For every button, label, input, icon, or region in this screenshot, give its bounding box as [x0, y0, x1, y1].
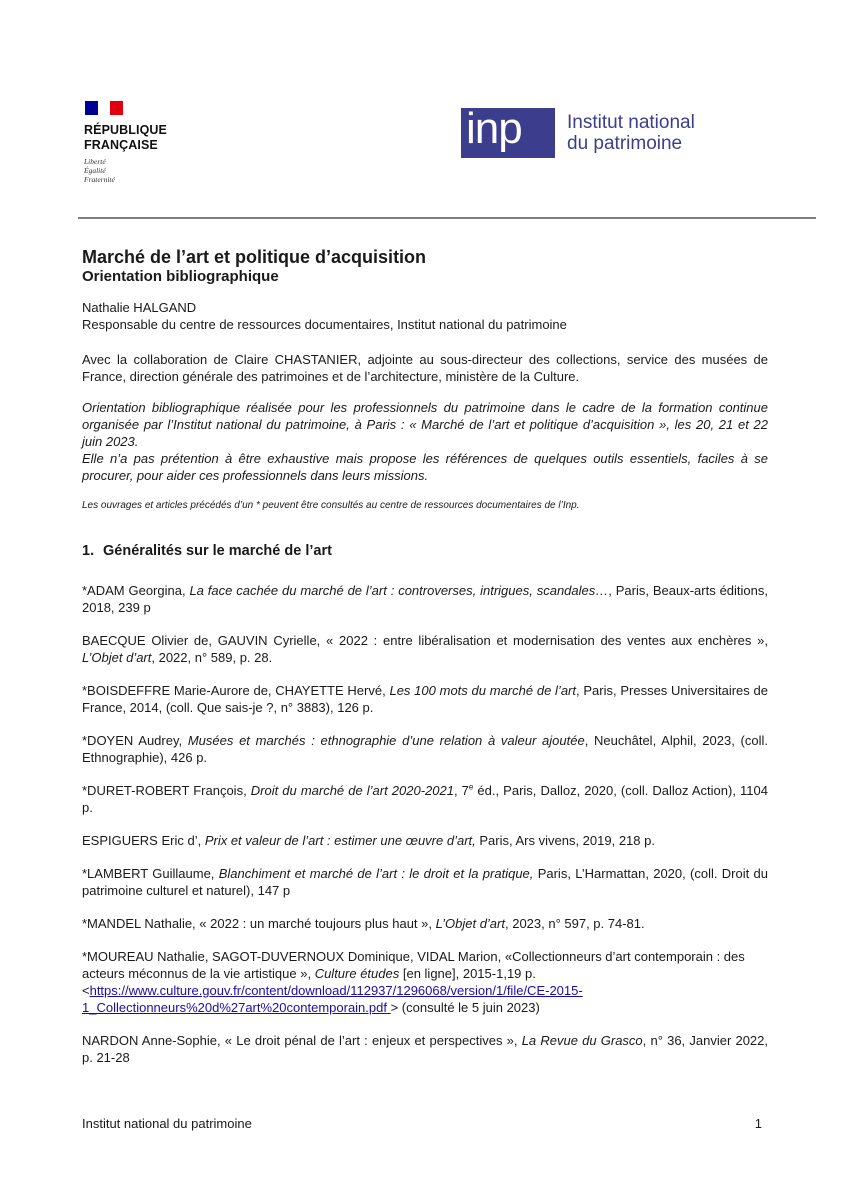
document-title: Marché de l’art et politique d’acquisition: [82, 247, 427, 267]
inp-mark: [461, 104, 555, 158]
ref-title: Culture études: [314, 966, 400, 981]
document-subtitle: Orientation bibliographique: [82, 268, 279, 285]
ref-title: L’Objet d’art: [435, 916, 505, 931]
section-number: 1.: [82, 543, 95, 559]
ref-details: , Paris, Beaux-arts éditions, 2018, 239 p: [82, 583, 768, 615]
ref-title: Musées et marchés : ethnographie d’une relation à valeur ajoutée: [187, 733, 585, 748]
inp-name-line1: Institut national: [567, 112, 695, 133]
rf-motto: [84, 157, 204, 184]
author-role: Responsable du centre de ressources documentaires, Institut national du patrimoine: [82, 317, 567, 332]
ref-title: La Revue du Grasco: [521, 1033, 643, 1048]
rf-motto-egalite: Égalité: [84, 166, 106, 175]
flag-white-band: [98, 101, 111, 115]
inp-name-line2: du patrimoine: [567, 133, 683, 154]
page-footer: [82, 1115, 762, 1132]
ref-authors: *LAMBERT Guillaume,: [82, 866, 219, 881]
header-divider: [78, 217, 816, 219]
ref-authors: *MOUREAU Nathalie, SAGOT-DUVERNOUX Dominique, VIDAL Marion, «Collectionneurs d’art contemporain : des acteurs méconnus de la vie artistique »,: [82, 949, 745, 981]
flag-blue-band: [85, 101, 98, 115]
reference-item: [82, 832, 768, 849]
consultation-note: Les ouvrages et articles précédés d’un * peuvent être consultés au centre de ressources documentaires de l’Inp.: [82, 500, 580, 511]
ref-title: L’Objet d’art: [82, 650, 152, 665]
section-heading: [82, 542, 768, 560]
ref-title: La face cachée du marché de l’art : controverses, intrigues, scandales…: [189, 583, 609, 598]
ref-authors: NARDON Anne-Sophie, « Le droit pénal de l’art : enjeux et perspectives »,: [82, 1033, 522, 1048]
rf-name-line2: FRANÇAISE: [84, 137, 158, 152]
ref-details: , 7: [453, 783, 469, 798]
french-flag-icon: [85, 101, 123, 115]
reference-list: [82, 582, 768, 1066]
ref-title: Droit du marché de l’art 2020-2021: [250, 783, 454, 798]
ref-details: Paris, L’Harmattan, 2020, (coll. Droit du patrimoine culturel et naturel), 147 p: [82, 866, 769, 898]
flag-red-band: [110, 101, 123, 115]
reference-item: [82, 632, 768, 666]
rf-name: [84, 123, 204, 152]
ref-authors: ESPIGUERS Eric d’,: [82, 833, 205, 848]
page-number: 1: [754, 1116, 762, 1131]
ref-title: Prix et valeur de l’art : estimer une œuvre d’art,: [204, 833, 476, 848]
inp-logo: [461, 104, 695, 158]
ref-details: , 2023, n° 597, p. 74-81.: [504, 916, 645, 931]
section-title: Généralités sur le marché de l’art: [103, 543, 332, 559]
republique-francaise-logo: [84, 101, 204, 184]
author-name: Nathalie HALGAND: [82, 300, 197, 315]
ref-details: , Paris, Presses Universitaires de France, 2014, (coll. Que sais-je ?, n° 3883), 126 p.: [82, 683, 768, 715]
intro-paragraph-2: Elle n’a pas prétention à être exhaustive mais propose les références de quelques outils essentiels, faciles à se procurer, pour aider ces professionnels dans leurs missions.: [82, 451, 768, 483]
ref-authors: *DURET-ROBERT François,: [82, 783, 251, 798]
ref-superscript: e: [468, 782, 474, 792]
inp-mark-text: inp: [466, 104, 522, 153]
ref-title: Les 100 mots du marché de l’art: [389, 683, 576, 698]
ref-details: , Neuchâtel, Alphil, 2023, (coll. Ethnographie), 426 p.: [82, 733, 768, 765]
reference-item: [82, 1032, 768, 1066]
rf-motto-liberte: Liberté: [84, 157, 106, 166]
reference-item: [82, 782, 768, 816]
reference-item: [82, 948, 768, 1016]
ref-details: [en ligne], 2015-1,19 p. <: [82, 966, 536, 998]
ref-details-cont: > (consulté le 5 juin 2023): [390, 1000, 540, 1015]
reference-item: [82, 732, 768, 766]
ref-details: Paris, Ars vivens, 2019, 218 p.: [475, 833, 655, 848]
reference-item: [82, 915, 768, 932]
ref-authors: *BOISDEFFRE Marie-Aurore de, CHAYETTE Hervé,: [82, 683, 390, 698]
collaboration-paragraph: Avec la collaboration de Claire CHASTANIER, adjointe au sous-directeur des collections, service des musées de France, direction générale des patrimoines et de l’architecture, ministère de la Culture.: [82, 352, 768, 384]
ref-details-cont: éd., Paris, Dalloz, 2020, (coll. Dalloz Action), 1104 p.: [82, 783, 768, 815]
ref-authors: *DOYEN Audrey,: [82, 733, 188, 748]
ref-authors: *ADAM Georgina,: [82, 583, 190, 598]
rf-motto-fraternite: Fraternité: [84, 175, 115, 184]
reference-item: [82, 582, 768, 616]
ref-authors: *MANDEL Nathalie, « 2022 : un marché toujours plus haut »,: [82, 916, 436, 931]
document-body: [82, 246, 768, 1066]
inp-name: [567, 112, 695, 154]
intro-paragraph-1: Orientation bibliographique réalisée pour les professionnels du patrimoine dans le cadre de la formation continue organisée par l’Institut national du patrimoine, à Paris : « Marché de l’art et politique d’acquisition », les 20, 21 et 22 juin 2023.: [82, 400, 768, 449]
ref-url-link[interactable]: https://www.culture.gouv.fr/content/download/112937/1296068/version/1/file/CE-2015-1_Collectionneurs%20d%27art%20contemporain.pdf: [82, 983, 583, 1015]
ref-details: , 2022, n° 589, p. 28.: [151, 650, 273, 665]
reference-item: [82, 865, 768, 899]
rf-name-line1: RÉPUBLIQUE: [84, 123, 167, 137]
ref-authors: BAECQUE Olivier de, GAUVIN Cyrielle, « 2022 : entre libéralisation et modernisation des ventes aux enchères »,: [82, 633, 768, 648]
reference-item: [82, 682, 768, 716]
ref-title: Blanchiment et marché de l’art : le droit et la pratique,: [218, 866, 534, 881]
ref-details: , n° 36, Janvier 2022, p. 21-28: [82, 1033, 768, 1065]
footer-institution: Institut national du patrimoine: [82, 1116, 252, 1131]
